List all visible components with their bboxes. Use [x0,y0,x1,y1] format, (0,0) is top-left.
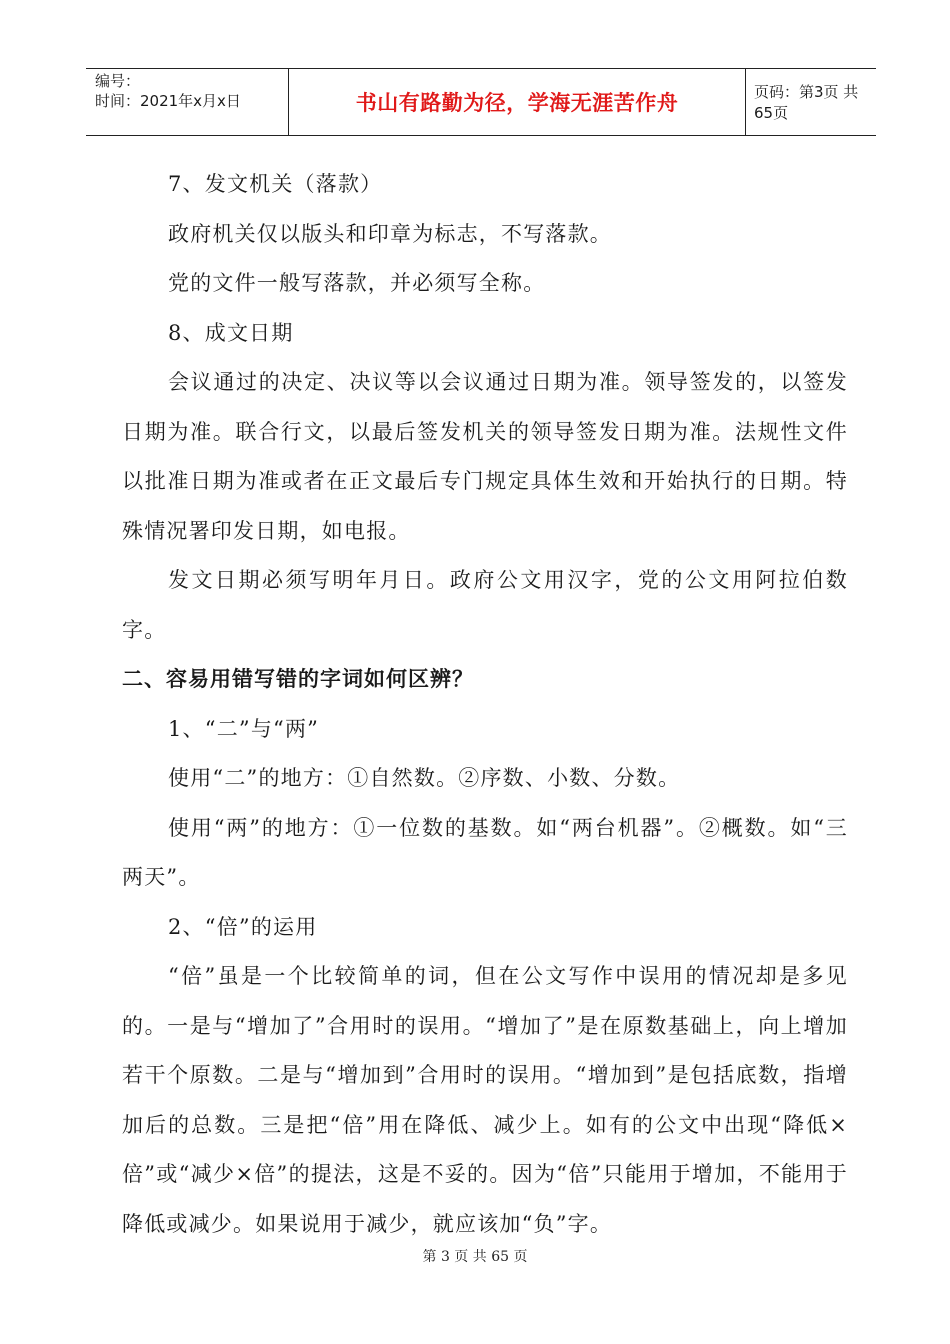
header-meta [86,69,288,135]
section-heading-date: 8、成文日期 [168,320,294,345]
paragraph: “倍”虽是一个比较简单的词，但在公文写作中误用的情况却是多见的。一是与“增加了”合用时的误用。“增加了”是在原数基础上，向上增加若干个原数。二是与“增加到”合用时的误用。“增加到”是包括底数，指增加后的总数。三是把“倍”用在降低、减少上。如有的公文中出现“降低×倍”或“减少×倍”的提法，这是不妥的。因为“倍”只能用于增加，不能用于降低或减少。如果说用于减少，就应该加“负”字。 [122,964,848,1236]
paragraph: 发文日期必须写明年月日。政府公文用汉字，党的公文用阿拉伯数字。 [122,568,848,642]
paragraph: 使用“二”的地方：①自然数。②序数、小数、分数。 [168,766,681,790]
paragraph: 党的文件一般写落款，并必须写全称。 [168,271,546,295]
section-heading-issuing-authority: 7、发文机关（落款） [168,172,383,196]
paragraph: 使用“两”的地方：①一位数的基数。如“两台机器”。②概数。如“三两天”。 [122,815,848,889]
header-page-info: 页码：第3页 共65页 [754,83,859,122]
chapter-heading: 二、容易用错写错的字词如何区辨？ [122,667,474,691]
page-header [86,68,876,136]
paragraph: 会议通过的决定、决议等以会议通过日期为准。领导签发的，以签发日期为准。联合行文，以最后签发机关的领导签发日期为准。法规性文件以批准日期为准或者在正文最后专门规定具体生效和开始执行的日期。特殊情况署印发日期，如电报。 [122,370,848,543]
document-time-label: 时间：2021年x月x日 [95,92,241,110]
header-motto: 书山有路勤为径，学海无涯苦作舟 [288,69,746,135]
section-heading-two-vs-liang: 1、“二”与“两” [168,716,320,741]
page-footer: 第 3 页 共 65 页 [422,1249,528,1265]
paragraph: 政府机关仅以版头和印章为标志，不写落款。 [168,221,612,246]
document-number-label: 编号： [95,72,141,90]
document-body [122,160,848,1249]
section-heading-bei: 2、“倍”的运用 [168,914,318,939]
